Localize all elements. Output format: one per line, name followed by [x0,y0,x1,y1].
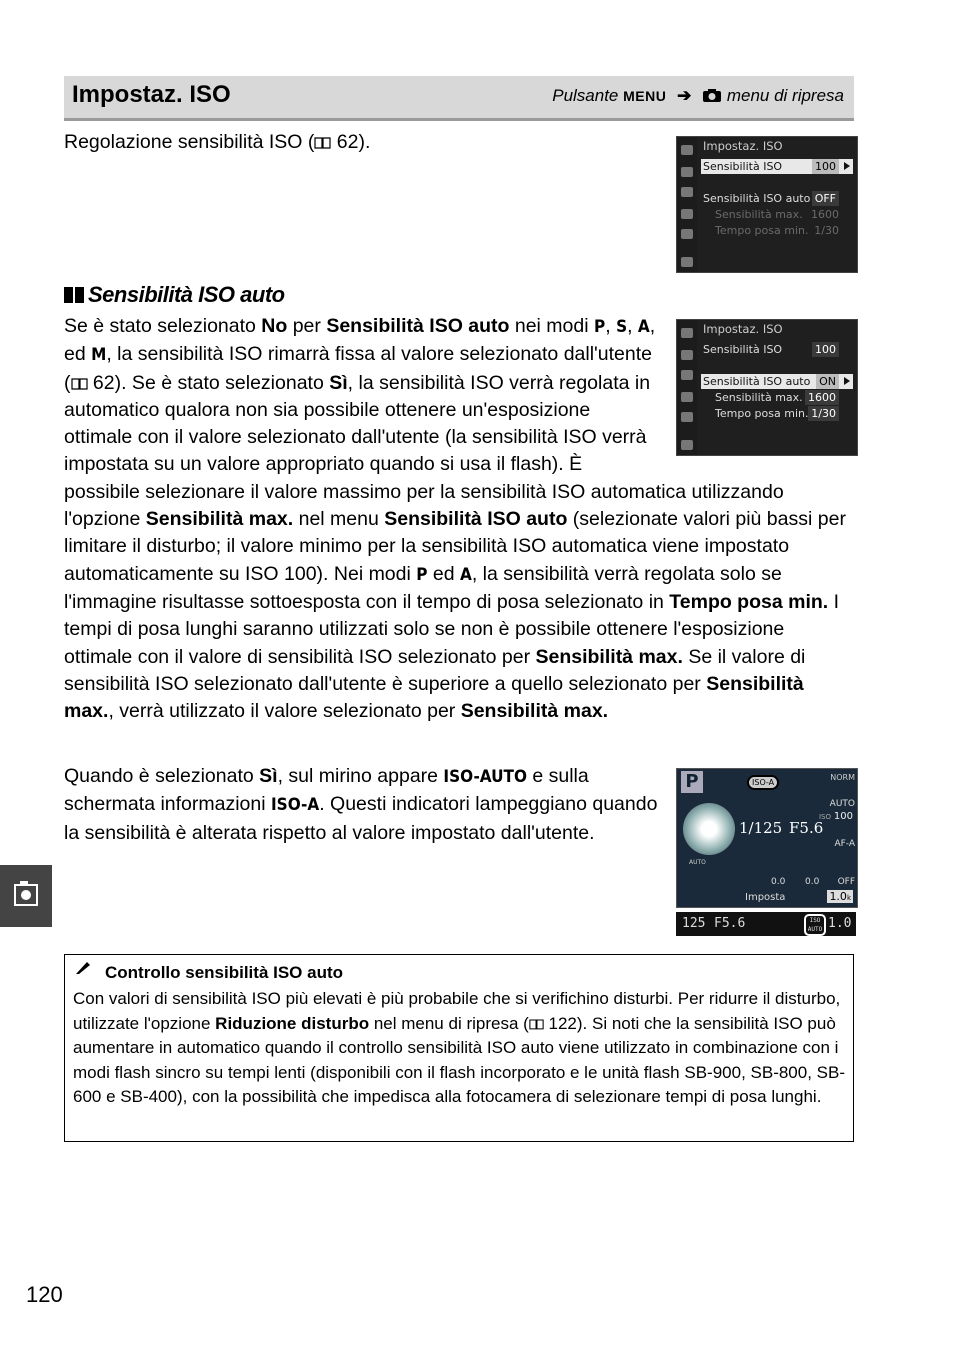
menu-row-label: Sensibilità ISO auto [703,192,811,205]
iso-auto-indicator: ISO-A [747,775,779,790]
intro-sentence: Regolazione sensibilità ISO ( [64,131,315,153]
section-header-bar [64,76,854,121]
heading-marker-icon [64,287,73,303]
intro-text [64,131,370,154]
menu-title: Impostaz. ISO [703,322,783,336]
aperture-ring-graphic [683,803,735,855]
mode-indicator: P [681,771,703,793]
menu-row-value: 1/30 [814,224,839,237]
exposure-comp: 0.0 [771,877,786,887]
iso-label: ISO [818,813,831,821]
menu-row-value: 1600 [811,208,839,221]
menu-row-value: 100 [812,159,839,174]
float-spacer [656,313,856,463]
menu-row [701,191,853,206]
menu-row [701,159,853,174]
heading-marker-icon [75,287,84,303]
aperture-value: F5.6 [789,819,824,837]
menu-row-value: 100 [812,342,839,357]
menu-row-label: Sensibilità max. [715,208,803,221]
shooting-menu-icon [0,865,52,927]
book-icon [314,136,331,149]
body-paragraph-2: Quando è selezionato Sì, sul mirino appare ISO-AUTO e sulla schermata informazioni ISO-A. Questi indicatori lampeggiano quando la sensibilità è alterata rispetto al valore impostato dall'utente. [64,765,658,844]
menu-row [701,207,853,222]
imposta-label: Imposta [745,892,786,903]
quality-label: NORM [830,773,855,782]
menu-row-label: Sensibilità ISO [703,160,783,173]
chapter-tab [0,865,52,927]
vf-frames: 1.0 [828,916,852,931]
af-mode: AF-A [834,839,855,849]
adl-value: OFF [837,877,855,887]
menu-title: Impostaz. ISO [703,139,783,153]
viewfinder-display [676,912,856,936]
page-title: Impostaz. ISO [72,81,231,108]
breadcrumb [552,86,844,106]
menu-tab-column [677,137,697,272]
information-display-screenshot [676,768,858,908]
section-heading [64,282,285,308]
section-heading-text: Sensibilità ISO auto [88,282,285,307]
triangle-right-icon [844,162,850,170]
breadcrumb-prefix: Pulsante [552,86,619,105]
menu-row-label: Sensibilità max. [715,391,803,404]
auto-label: AUTO [689,859,706,866]
note-title: Controllo sensibilità ISO auto [105,963,344,982]
menu-button-label: MENU [623,88,667,104]
menu-row-label: Tempo posa min. [715,224,809,237]
frames-remaining: 1.0k [829,890,851,903]
camera-icon [702,88,722,103]
body-paragraph: Se è stato selezionato No per Sensibilità ISO auto nei modi P, S, A, ed M, la sensibilità ISO rimarrà fissa al valore selezionato dall'utente ( 62). Se è stato selezionato Sì, la sensibilità ISO verrà regolata in automatico qualora non sia possibile ottenere un'esposizione ottimale con il valore selezionato dall'utente (la sensibilità ISO verrà impostata su un valore appropriato quando si usa il flash). È possibile selezionare il valore massimo per la sensibilità ISO automatica utilizzando l'opzione Sensibilità max. nel menu Sensibilità ISO auto (selezionate valori più bassi per limitare il disturbo; il valore minimo per la sensibilità ISO automatica viene impostato automaticamente su ISO 100). Nei modi P ed A, la sensibilità verrà regolata solo se l'immagine risultasse sottoesposta con il tempo di posa selezionato in Tempo posa min. I tempi di posa lunghi saranno utilizzati solo se non è possibile ottenere l'esposizione ottimale con il valore di sensibilità ISO selezionato per Sensibilità max. Se il valore di sensibilità ISO selezionato dall'utente è superiore a quello selezionato per Sensibilità max., verrà utilizzato il valore selezionato per Sensibilità max. [64,313,856,725]
vf-aperture: F5.6 [714,916,746,931]
menu-row-label: Sensibilità ISO [703,343,783,356]
note-box [64,954,854,1142]
breadcrumb-suffix: menu di ripresa [726,86,844,105]
vf-iso-auto: ISO AUTO [804,914,826,936]
iso-value: 100 [833,811,853,822]
menu-screenshot-iso-off [676,136,858,273]
vf-shutter: 125 [682,916,706,931]
menu-row-value: 1/30 [808,406,839,421]
intro-page-ref: 62). [331,131,371,153]
book-icon [71,377,88,390]
flash-comp: 0.0 [805,877,820,887]
menu-row-value: ON [816,374,839,389]
menu-row-value: 1600 [805,390,839,405]
arrow-icon: ➔ [677,86,692,105]
menu-row [701,223,853,238]
note-body: Con valori di sensibilità ISO più elevati è più probabile che si verifichino disturbi. Per ridurre il disturbo, utilizzate l'opzione Riduzione disturbo nel menu di ripresa ( 122). Si noti che la sensibilità ISO può aumentare in automatico quando il controllo sensibilità ISO auto viene utilizzato in combinazione con i modi flash sincro su tempi lenti (disponibili con il flash incorporato e le unità flash SB-900, SB-800, SB-600 e SB-400), con la possibilità che impedisca alla fotocamera di selezionare tempi di posa lunghi. [73,989,845,1106]
book-icon [529,1018,544,1030]
pencil-note-icon [75,961,91,975]
menu-row-label: Sensibilità ISO auto [703,375,811,388]
menu-row-label: Tempo posa min. [715,407,809,420]
shutter-speed: 1/125 [739,819,783,837]
wb-value: AUTO [829,799,855,809]
menu-row-value: OFF [812,191,839,206]
page-number: 120 [26,1282,63,1307]
